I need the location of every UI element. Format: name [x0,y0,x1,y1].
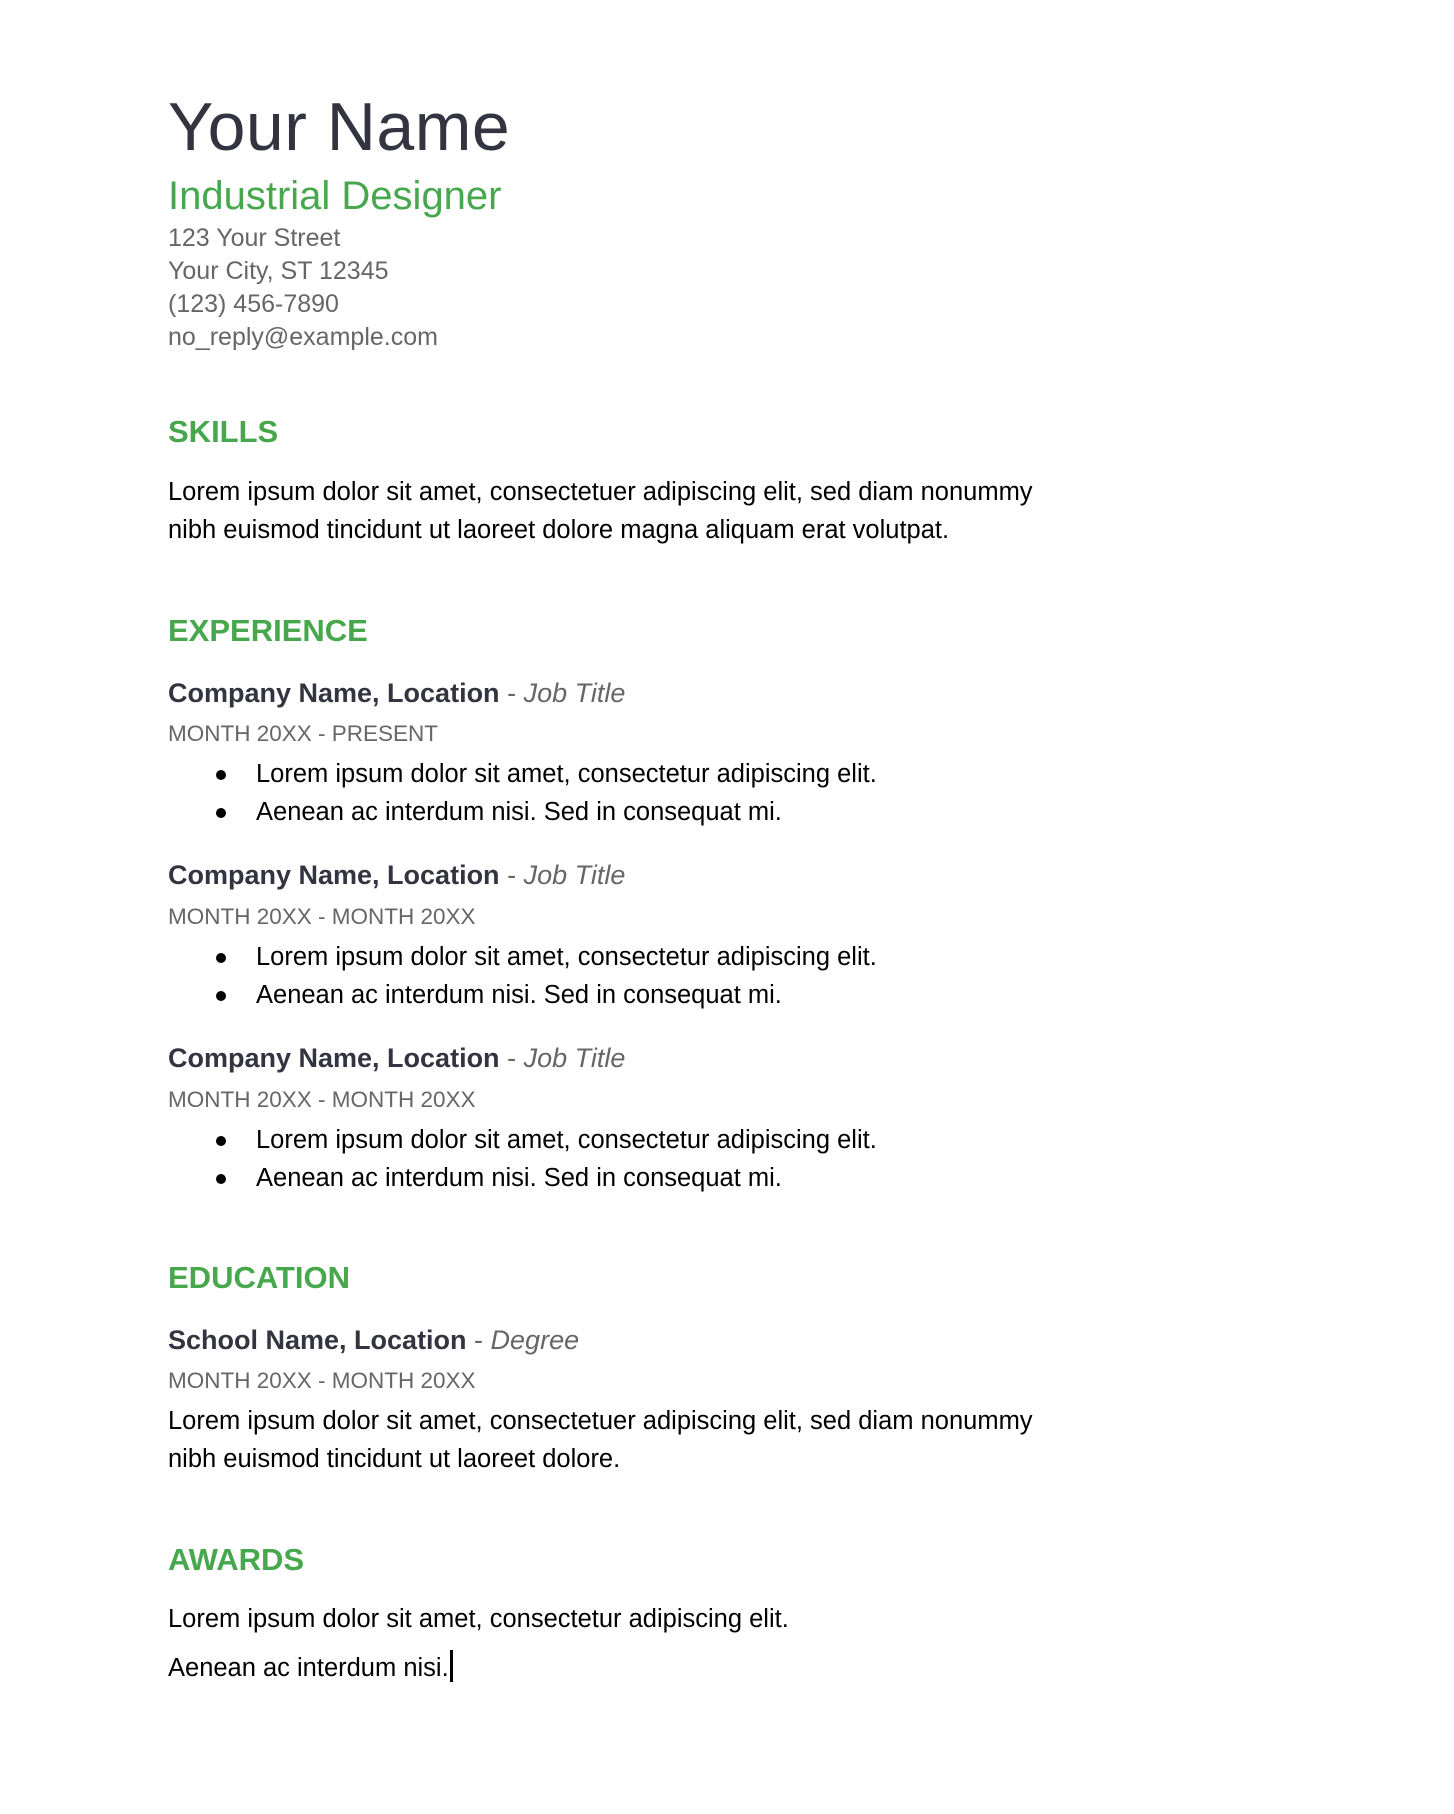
experience-bullets [168,938,877,1014]
education-line[interactable]: nibh euismod tincidunt ut laoreet dolore. [168,1445,621,1473]
bullet-item[interactable] [168,1121,877,1159]
experience-entry-title[interactable] [168,1040,625,1076]
experience-dates[interactable]: MONTH 20XX - PRESENT [168,721,439,746]
awards-paragraph [168,1600,1128,1638]
bullet-dot-icon [216,953,226,963]
experience-dates[interactable]: MONTH 20XX - MONTH 20XX [168,1087,476,1112]
resume-role[interactable]: Industrial Designer [168,174,502,218]
title-separator: - [499,678,524,708]
bullet-text: Aenean ac interdum nisi. Sed in consequat mi. [256,798,782,826]
education-dates[interactable]: MONTH 20XX - MONTH 20XX [168,1368,476,1393]
education-paragraph [168,1402,1128,1478]
title-separator: - [466,1325,491,1355]
bullet-text: Lorem ipsum dolor sit amet, consectetur adipiscing elit. [256,943,877,971]
contact-city[interactable]: Your City, ST 12345 [168,257,389,285]
bullet-item[interactable] [168,1159,877,1197]
title-separator: - [499,1043,524,1073]
skills-line[interactable]: nibh euismod tincidunt ut laoreet dolore magna aliquam erat volutpat. [168,516,950,544]
title-separator: - [499,860,524,890]
job-title: Job Title [523,678,626,708]
contact-phone[interactable]: (123) 456-7890 [168,290,339,318]
bullet-dot-icon [216,991,226,1001]
skills-paragraph [168,473,1128,549]
text-cursor [450,1650,453,1682]
experience-entry-title[interactable] [168,857,625,893]
awards-line: Aenean ac interdum nisi. [168,1654,449,1682]
company-location: Company Name, Location [168,678,500,708]
bullet-dot-icon [216,808,226,818]
bullet-text: Aenean ac interdum nisi. Sed in consequat mi. [256,1164,782,1192]
awards-paragraph [168,1649,1128,1687]
experience-dates[interactable]: MONTH 20XX - MONTH 20XX [168,904,476,929]
bullet-dot-icon [216,1174,226,1184]
awards-line-with-cursor[interactable] [168,1649,1128,1687]
experience-bullets [168,755,877,831]
bullet-item[interactable] [168,755,877,793]
bullet-item[interactable] [168,793,877,831]
education-entry-title[interactable] [168,1322,579,1358]
skills-line[interactable]: Lorem ipsum dolor sit amet, consectetuer adipiscing elit, sed diam nonummy [168,478,1033,506]
experience-heading[interactable]: EXPERIENCE [168,613,368,648]
degree: Degree [490,1325,580,1355]
school-location: School Name, Location [168,1325,467,1355]
contact-block [168,222,438,354]
bullet-item[interactable] [168,976,877,1014]
resume-name[interactable]: Your Name [168,89,511,165]
company-location: Company Name, Location [168,860,500,890]
job-title: Job Title [523,860,626,890]
skills-heading[interactable]: SKILLS [168,414,279,449]
experience-bullets [168,1121,877,1197]
bullet-text: Aenean ac interdum nisi. Sed in consequat mi. [256,981,782,1009]
bullet-dot-icon [216,1136,226,1146]
awards-heading[interactable]: AWARDS [168,1542,305,1577]
bullet-text: Lorem ipsum dolor sit amet, consectetur adipiscing elit. [256,1126,877,1154]
education-line[interactable]: Lorem ipsum dolor sit amet, consectetuer adipiscing elit, sed diam nonummy [168,1407,1033,1435]
job-title: Job Title [523,1043,626,1073]
company-location: Company Name, Location [168,1043,500,1073]
bullet-dot-icon [216,770,226,780]
contact-email[interactable]: no_reply@example.com [168,323,438,351]
awards-line[interactable]: Lorem ipsum dolor sit amet, consectetur adipiscing elit. [168,1605,789,1633]
education-heading[interactable]: EDUCATION [168,1260,350,1295]
bullet-text: Lorem ipsum dolor sit amet, consectetur adipiscing elit. [256,760,877,788]
experience-entry-title[interactable] [168,675,625,711]
bullet-item[interactable] [168,938,877,976]
contact-street[interactable]: 123 Your Street [168,224,341,252]
